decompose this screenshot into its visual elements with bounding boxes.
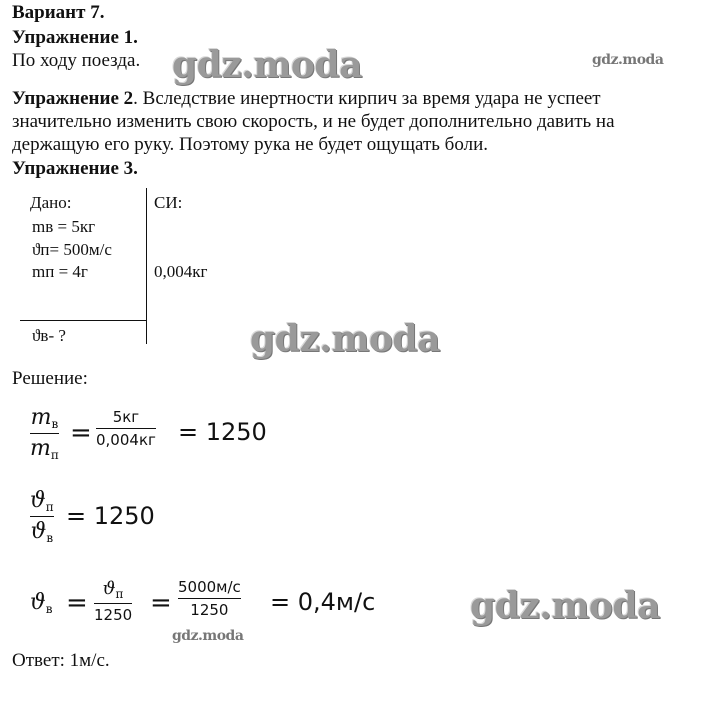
formula-3-equals-2: = [150,588,172,618]
watermark-1: gdz.moda [172,44,362,86]
variant-title: Вариант 7. [12,2,105,23]
ex3-heading: Упражнение 3. [12,158,138,179]
si-value: 0,004кг [154,262,208,281]
given-velocity-bullet: ϑп= 500м/с [32,240,112,259]
watermark-3: gdz.moda [470,585,660,627]
solution-label: Решение: [12,368,88,389]
given-label: Дано: [30,193,72,212]
formula-1-fraction: 5кг 0,004кг [96,408,156,449]
ex2-line-3: держащую его руку. Поэтому рука не будет ощущать боли. [12,134,488,155]
formula-3-fraction-1: $ϑ_п$ 1250 [94,578,133,624]
ex2-line-1: Упражнение 2. Вследствие инертности кирпич за время удара не успеет [12,88,601,109]
formula-2-lhs: $ϑ_п$ $ϑ_в$ [30,488,54,545]
formula-3-result: = 0,4м/с [270,588,376,616]
formula-2-result: = 1250 [66,502,155,530]
formula-1-lhs: $m_в$ $m_п$ [30,405,59,462]
si-label: СИ: [154,193,183,212]
ex1-answer: По ходу поезда. [12,50,141,71]
final-answer: Ответ: 1м/с. [12,650,110,671]
ex2-line-2: значительно изменить свою скорость, и не будет дополнительно давить на [12,111,615,132]
given-mass-brick: mв = 5кг [32,217,96,236]
given-mass-bullet: mп = 4г [32,262,88,281]
formula-3-fraction-2: 5000м/с 1250 [178,578,241,619]
ex1-heading: Упражнение 1. [12,27,138,48]
watermark-small-2: gdz.moda [172,628,244,644]
find-value: ϑв- ? [32,326,66,345]
watermark-2: gdz.moda [250,318,440,360]
watermark-small-1: gdz.moda [592,52,664,68]
formula-1-equals: = [70,418,92,448]
formula-3-lhs: $ϑ_в$ [30,590,53,616]
formula-3-equals-1: = [66,588,88,618]
ex2-heading: Упражнение 2 [12,88,134,109]
formula-1-result: = 1250 [178,418,267,446]
given-divider-horizontal [20,320,147,321]
